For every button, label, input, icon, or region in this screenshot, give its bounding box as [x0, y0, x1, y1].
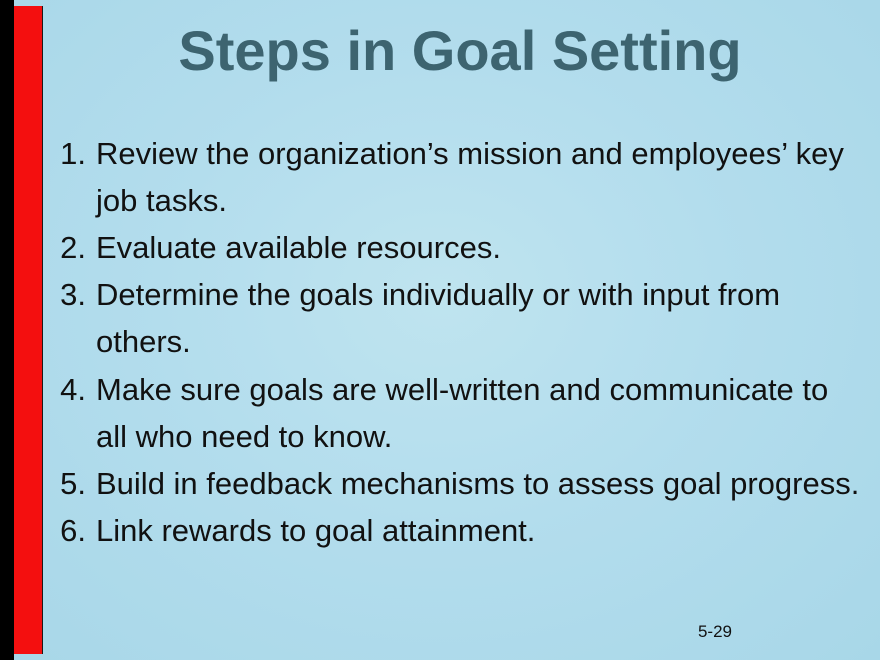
list-item — [52, 271, 864, 365]
list-item-text: Build in feedback mechanisms to assess goal progress. — [96, 465, 860, 501]
list-item-number: 5. — [60, 465, 86, 501]
list-item-text: Determine the goals individually or with input from others. — [96, 277, 781, 360]
steps-list — [52, 130, 864, 554]
list-item-number: 6. — [60, 512, 86, 548]
list-item-number: 4. — [60, 371, 86, 407]
list-item-number: 1. — [60, 136, 86, 171]
slide-left-edge — [0, 0, 14, 660]
list-item — [52, 366, 864, 460]
list-item — [52, 130, 864, 224]
list-item-text: Review the organization’s mission and employees’ key job tasks. — [96, 136, 844, 219]
list-item-number: 2. — [60, 230, 86, 266]
page-title: Steps in Goal Setting — [178, 19, 742, 82]
list-item — [52, 460, 864, 507]
list-item — [52, 224, 864, 271]
list-item-number: 3. — [60, 277, 86, 313]
list-item-text: Link rewards to goal attainment. — [96, 512, 536, 548]
page-number: 5-29 — [697, 622, 732, 641]
list-item-text: Make sure goals are well-written and communicate to all who need to know. — [96, 371, 829, 454]
list-item-text: Evaluate available resources. — [96, 230, 501, 266]
list-item — [52, 507, 864, 554]
accent-bar — [14, 6, 43, 654]
